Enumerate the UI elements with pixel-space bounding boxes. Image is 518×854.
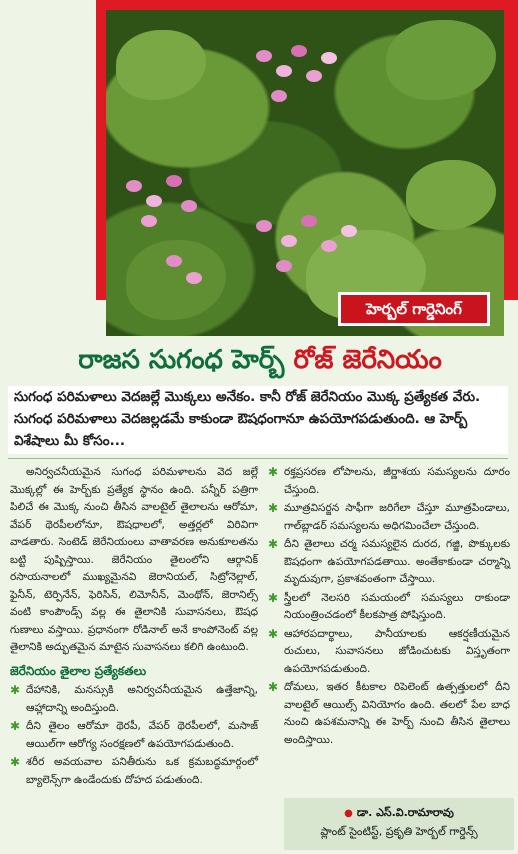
flower-petal: [256, 50, 272, 62]
bullet-icon: ✱: [268, 501, 279, 515]
leaf-shape: [126, 240, 226, 320]
flower-petal: [141, 215, 157, 227]
headline-part1: రాజస సుగంధ హెర్బ్: [78, 345, 294, 375]
headline-part2: రోజ్ జెరేనియం: [293, 345, 442, 375]
flower-petal: [271, 90, 287, 102]
flower-petal: [181, 200, 197, 212]
bullet-icon: ✱: [10, 755, 21, 769]
list-item: [268, 590, 510, 625]
headline: [20, 340, 500, 380]
flower-petal: [146, 195, 162, 207]
list-item: [268, 679, 510, 749]
leaf-shape: [386, 20, 496, 100]
bullet-icon: ✱: [268, 626, 279, 641]
list-item-text: స్త్రీలలో నెలసరి సమయంలో సమస్యలు రాకుండా నియంత్రించడంలో కీలకపాత్ర పోషిస్తుంది.: [284, 591, 510, 621]
bullet-icon: ✱: [10, 683, 21, 697]
right-column: [268, 464, 510, 750]
flower-petal: [291, 45, 307, 57]
flower-petal: [276, 260, 292, 272]
flower-petal: [301, 215, 317, 227]
list-item-text: మూత్రవిసర్జన సాఫీగా జరిగేలా చేస్తూ మూత్రపిండాలు, గాల్‌బ్లాడర్ సమస్యలను అధిగమించేలా చేస్తుంది.: [284, 502, 510, 532]
flower-petal: [321, 52, 337, 64]
bullet-icon: ✱: [10, 719, 21, 733]
list-item: [268, 464, 510, 499]
list-item: [10, 682, 258, 717]
list-item: [268, 626, 510, 679]
flower-petal: [256, 220, 272, 232]
list-item: [268, 536, 510, 589]
section-badge: హెర్బల్ గార్డెనింగ్: [338, 292, 490, 326]
flower-petal: [166, 255, 182, 267]
divider: [8, 458, 508, 459]
dot-icon: ●: [344, 808, 353, 819]
list-item-text: దీని తైలం ఆరోమా థెరపీ, వేపర్ థెరపీలలో, మసాజ్ ఆయిల్‌గా ఆరోగ్య సంరక్షణలో ఉపయోగపడుతుంది.: [26, 720, 258, 750]
flower-petal: [126, 180, 142, 192]
flower-petal: [276, 65, 292, 77]
flower-petal: [321, 240, 337, 252]
list-item: [10, 754, 258, 789]
body-paragraph: అనిర్వచనీయమైన సుగంధ పరిమళాలను వెద జల్లే మొక్కల్లో ఈ హెర్బ్‌కు ప్రత్యేక స్థానం ఉంది. పన్నీర్ పత్రిగా పిలిచే ఈ మొక్క నుంచి తీసిన వాలటైల్ తైలాలను ఆరోమా, వేపర్ థెరపీలలోనూ, ఔషధాలలో, అత్తర్లలో విరివిగా వాడతారు. సెంటెడ్ జెరేనియంలు వాతావరణ అనుకూలతను బట్టి పుష్పిస్తాయి. జెరేనియం తైలంలోని ఆర్గానిక్ రసాయనాలలో ముఖ్యమైనవి జెరానియల్, సిట్రోనెల్లాల్, ఫైనీన్, టెర్పినేన్, ఫెరిసిన్, లిమోనీన్, మెంథోన్, జెరానిల్స్ వంటి కాంపౌండ్స్ వల్ల ఈ తైలానికి సువాసనలు, ఔషధ గుణాలు వస్తాయి. ప్రధానంగా రోడినాల్ అనే కాంపోనెంట్ వల్ల తైలానికి అద్భుతమైన మాటైన సువాసనలు కలిగి ఉంటుంది.: [10, 466, 258, 653]
list-item-text: శరీర అవయవాల పనితీరును ఒక క్రమబద్ధమార్గంలో బ్యాలెన్స్‌గా ఉండేందుకు దోహద పడుతుంది.: [26, 756, 258, 786]
author-name: డా. ఎస్.వి.రామారావు: [356, 806, 454, 819]
subheading: జెరేనియం తైలాల ప్రత్యేకతలు: [10, 663, 147, 678]
list-item-text: దీని తైలాలు చర్మ సమస్యలైన దురద, గజ్జి, పొక్కులకు ఔషధంగా ఉపయోగపడతాయి. అంతేకాకుండా చర్మాన్ని మృదువుగా, ప్రకాశవంతంగా చేస్తాయి.: [284, 538, 510, 585]
bullet-icon: ✱: [268, 590, 279, 605]
list-item-text: రక్తప్రసరణ లోపాలను, జీర్ణాశయ సమస్యలను దూరం చేస్తుంది.: [284, 466, 510, 496]
list-item-text: దోమలు, ఇతర కీటకాల రిపెలెంట్ ఉత్పత్తులలో దీని వాలటైల్ ఆయిల్స్ వినియోగం ఉంది. తలలో పేల బాధ నుంచి ఉపశమనాన్ని ఈ హెర్బ్ నుంచి తీసిన తైలాలు అందిస్తాయి.: [284, 681, 510, 746]
bullet-icon: ✱: [268, 680, 279, 694]
author-role: ప్లాంట్ సైంటిస్ట్, ప్రకృతి హెర్బల్ గార్డెన్స్: [320, 825, 478, 838]
leaf-shape: [406, 160, 496, 230]
author-signature: [284, 798, 514, 850]
list-item-text: దేహానికి, మనస్సుకి అనిర్వచనీయమైన ఉత్తేజాన్ని, ఆహ్లాదాన్ని అందిస్తుంది.: [26, 684, 258, 714]
flower-petal: [166, 175, 182, 187]
geranium-photo: [106, 10, 504, 336]
leaf-shape: [116, 30, 206, 100]
flower-petal: [186, 272, 202, 284]
flower-petal: [281, 235, 297, 247]
bullet-icon: ✱: [268, 465, 279, 479]
flower-petal: [341, 225, 357, 237]
intro-paragraph: సుగంధ పరిమళాలు వెదజల్లే మొక్కలు అనేకం. కానీ రోజ్ జెరేనియం మొక్క ప్రత్యేకత వేరు. సుగంధ పరిమళాలు వెదజల్లడమే కాకుండా ఔషధంగానూ ఉపయోగపడుతుంది. ఆ హెర్బ్ విశేషాలు మీ కోసం...: [8, 386, 508, 454]
list-item: [268, 500, 510, 535]
list-item-text: ఆహారపదార్థాలు, పానీయాలకు ఆకర్షణీయమైన రుచులు, సువాసనలు జోడించుటకు విస్తృతంగా ఉపయోగపడుతుంది.: [284, 627, 510, 675]
list-item: [10, 718, 258, 753]
left-column: [10, 464, 258, 790]
flower-petal: [306, 70, 322, 82]
bullet-icon: ✱: [268, 537, 279, 551]
